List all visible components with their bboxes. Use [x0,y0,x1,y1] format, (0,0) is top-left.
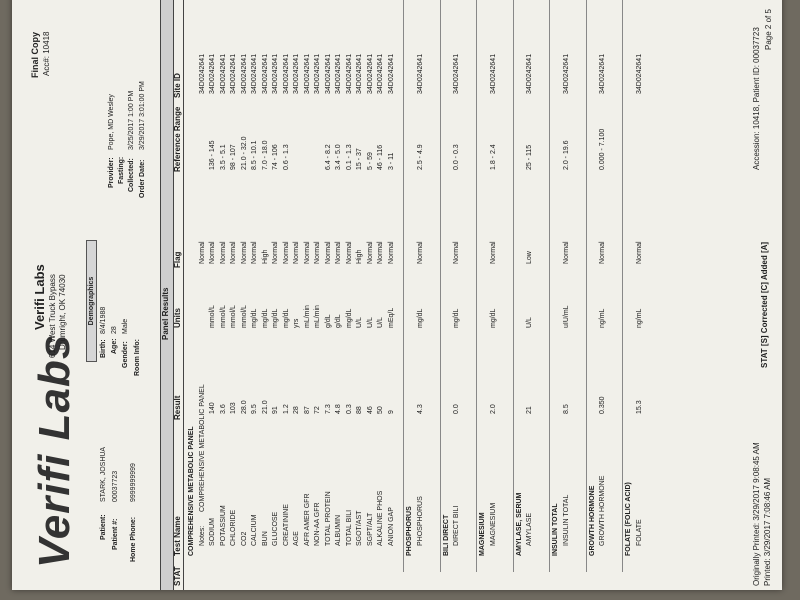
reference-range-cell: 5 - 59 [366,152,374,170]
site-id-cell: 34D0242641 [261,53,269,94]
table-row [388,0,398,590]
test-name-cell: GROWTH HORMONE [599,475,606,546]
test-name-cell: GROWTH HORMONE [588,485,596,556]
section-divider [403,0,404,572]
site-id-cell: 34D0242641 [489,53,497,94]
col-site-id: Site ID [173,73,182,98]
flag-cell: High [261,249,269,264]
reference-range-cell: 8.5 - 10.1 [251,140,258,170]
test-name-cell: AFR AMER GFR [303,493,311,546]
test-name-cell: CO2 [240,531,248,546]
panel-group-row [552,0,562,590]
collected-datetime: 3/25/2017 1:00 PM [128,90,135,150]
demographics-heading: Demographics [86,240,97,362]
site-id-cell: 34D0242641 [282,53,290,94]
patient-number: 00037723 [112,470,119,502]
section-divider [586,0,587,572]
flag-cell: Normal [230,241,237,264]
site-id-cell: 34D0242641 [562,53,570,94]
result-cell: 91 [272,406,279,414]
table-row [209,0,219,590]
table-row [453,0,463,590]
table-row [417,0,427,590]
site-id-cell: 34D0242641 [416,53,424,94]
result-cell: 103 [230,402,237,414]
units-cell: U/L [356,317,363,328]
units-cell: mg/dL [489,308,497,328]
result-cell: 46 [366,406,374,414]
table-row [636,0,646,590]
result-cell: 3.6 [219,404,227,414]
flag-cell: Normal [489,241,497,264]
site-id-cell: 34D0242641 [345,53,353,94]
result-cell: 1.2 [282,404,290,414]
flag-cell: Normal [303,241,311,264]
flag-cell: Low [526,251,533,264]
site-id-cell: 34D0242641 [219,53,227,94]
panel-group-row [188,0,198,590]
site-id-cell: 34D0242641 [387,53,395,94]
result-cell: 0.0 [453,404,460,414]
test-name-cell: ANION GAP [387,507,395,546]
section-divider [476,0,477,572]
result-cell: 88 [356,406,363,414]
test-name-cell: TOTAL PROTEIN [324,491,332,546]
test-name-cell: BUN [261,531,269,546]
site-id-cell: 34D0242641 [303,53,311,94]
reference-range-cell: 0.1 - 1.3 [345,144,353,170]
site-id-cell: 34D0242641 [324,53,332,94]
units-cell: mg/dL [251,308,258,328]
test-name-cell: SGOT/AST [356,510,363,546]
site-id-cell: 34D0242641 [251,53,258,94]
panel-results-title: Panel Results [161,287,170,340]
fasting-label: Fasting: [118,156,125,184]
result-cell: 0.350 [599,396,606,414]
reference-range-cell: 3.5 - 5.1 [219,144,227,170]
flag-cell: Normal [345,241,353,264]
units-cell: ng/mL [599,308,606,328]
reference-range-cell: 6.4 - 8.2 [324,144,332,170]
section-divider [549,0,550,572]
reference-range-cell: 46 - 116 [377,144,384,170]
panel-group-row [589,0,599,590]
provider-label: Provider: [108,157,115,188]
units-cell: U/L [377,317,384,328]
flag-cell: Normal [209,241,216,264]
test-name-cell: MAGNESIUM [479,512,486,556]
table-row [262,0,272,590]
test-name-cell: ALBUMIN [335,514,342,546]
units-cell: yrs [293,318,300,328]
section-divider [513,0,514,572]
result-cell: 87 [303,406,311,414]
test-name-cell: ALKALINE PHOS [377,490,384,546]
flag-cell: Normal [314,241,321,264]
notes-row [199,0,209,590]
column-header-rule [183,0,184,590]
rotated-report-sheet [12,0,782,590]
collected-label: Collected: [128,158,135,192]
table-row [325,0,335,590]
reference-range-cell: 21.0 - 32.0 [240,136,248,170]
reference-range-cell: 2.5 - 4.9 [416,144,424,170]
result-cell: 140 [209,402,216,414]
site-id-cell: 34D0242641 [293,53,300,94]
flag-cell: Normal [416,241,424,264]
units-cell: mg/dL [261,308,269,328]
flag-cell: Normal [635,241,643,264]
table-row [346,0,356,590]
flag-cell: Normal [272,241,279,264]
test-name-cell: BILI DIRECT [442,514,450,556]
units-cell: mg/dL [345,308,353,328]
result-cell: 50 [377,406,384,414]
reference-range-cell: 2.0 - 19.6 [562,140,570,170]
room-info-label: Room Info: [134,339,141,376]
site-id-cell: 34D0242641 [198,53,206,94]
flag-cell: Normal [240,241,248,264]
units-cell: uIU/mL [562,305,570,328]
site-id-cell: 34D0242641 [377,53,384,94]
units-cell: U/L [366,317,374,328]
result-cell: 8.5 [562,404,570,414]
birth-label: Birth: [100,339,107,358]
reference-range-cell: 3.4 - 5.0 [335,144,342,170]
col-result: Result [173,395,182,420]
test-name-cell: SODIUM [209,518,216,546]
units-cell: mL/min [303,305,311,328]
units-cell: mmol/L [219,305,227,328]
table-row [599,0,609,590]
result-cell: 21 [526,406,533,414]
test-name-cell: PHOSPHORUS [416,496,424,546]
units-cell: mg/dL [282,308,290,328]
table-row [230,0,240,590]
units-cell: mmol/L [230,305,237,328]
flag-cell: Normal [282,241,290,264]
test-name-cell: AMYLASE [526,512,533,546]
test-name-cell: AMYLASE, SERUM [515,492,523,556]
site-id-cell: 34D0242641 [599,53,606,94]
table-row [251,0,261,590]
result-cell: 9 [387,410,395,414]
age-label: Age: [111,338,118,354]
table-row [293,0,303,590]
result-cell: 28 [293,406,300,414]
site-id-cell: 34D0242641 [240,53,248,94]
table-row [356,0,366,590]
gender-label: Gender: [122,341,129,368]
result-cell: COMPREHENSIVE METABOLIC PANEL [198,384,206,512]
reference-range-cell: 136 - 145 [209,140,216,170]
result-cell: 28.0 [240,400,248,414]
test-name-cell: FOLATE [635,519,643,546]
panel-group-row [406,0,416,590]
result-cell: 2.0 [489,404,497,414]
test-name-cell: CREATININE [282,504,290,546]
flag-cell: Normal [453,241,460,264]
test-name-cell: FOLATE (FOLIC ACID) [625,482,632,556]
order-date-label: Order Date: [139,159,146,198]
home-phone-label: Home Phone: [130,516,137,562]
site-id-cell: 34D0242641 [272,53,279,94]
test-name-cell: CALCIUM [251,514,258,546]
reference-range-cell: 0.0 - 0.3 [453,144,460,170]
col-stat: STAT [173,566,182,586]
provider-name: Pope, MD Wesley [108,94,115,150]
result-cell: 9.5 [251,404,258,414]
site-id-cell: 34D0242641 [314,53,321,94]
reference-range-cell: 3 - 11 [387,152,395,170]
test-name-cell: AGE [293,531,300,546]
units-cell: mmol/L [209,305,216,328]
reference-range-cell: 15 - 37 [356,148,363,170]
panel-group-row [443,0,453,590]
patient-number-label: Patient #: [112,518,119,550]
home-phone: 9999999999 [130,463,137,502]
reference-range-cell: 25 - 115 [526,144,533,170]
test-name-cell: NON-AA GFR [314,502,321,546]
table-row [314,0,324,590]
site-id-cell: 34D0242641 [335,53,342,94]
flag-cell: Normal [198,241,206,264]
test-name-cell: INSULIN TOTAL [562,494,570,546]
test-name-cell: SGPT/ALT [366,512,374,546]
site-id-cell: 34D0242641 [453,53,460,94]
test-name-cell: POTASSIUM [219,505,227,546]
site-id-cell: 34D0242641 [356,53,363,94]
final-copy-label: Final Copy [30,31,40,78]
table-row [490,0,500,590]
col-reference-range: Reference Range [173,106,182,172]
section-divider [622,0,623,572]
result-cell: 4.3 [416,404,424,414]
page-number: Page 2 of 5 [764,9,773,50]
panel-group-row [516,0,526,590]
table-row [335,0,345,590]
table-row [241,0,251,590]
panel-group-row [625,0,635,590]
patient-label: Patient: [100,514,107,540]
site-id-cell: 34D0242641 [209,53,216,94]
flag-cell: Normal [251,241,258,264]
units-cell: mg/dL [416,308,424,328]
order-datetime: 3/29/2017 3:01:00 PM [139,81,146,150]
section-divider [440,0,441,572]
flag-cell: Normal [599,241,606,264]
result-cell: 4.8 [335,404,342,414]
table-row [526,0,536,590]
units-cell: ng/mL [635,308,643,328]
table-row [377,0,387,590]
units-cell: mmol/L [240,305,248,328]
reference-range-cell: 0.6 - 1.3 [282,144,290,170]
site-id-cell: 34D0242641 [635,53,643,94]
flag-cell: Normal [293,241,300,264]
table-row [272,0,282,590]
result-cell: 7.3 [324,404,332,414]
gender-value: Male [122,318,129,334]
footer-accession: Accession: 10418, Patient ID: 00037723 [752,27,761,170]
table-row [304,0,314,590]
table-row [367,0,377,590]
reference-range-cell: 74 - 106 [272,144,279,170]
site-id-cell: 34D0242641 [526,53,533,94]
test-name-cell: Notes: [198,525,206,546]
units-cell: U/L [526,317,533,328]
birth-date: 8/4/1988 [100,306,107,334]
table-row [563,0,573,590]
units-cell: mEq/L [387,307,395,328]
test-name-cell: MAGNESIUM [489,502,497,546]
table-row [283,0,293,590]
units-cell: g/dL [324,314,332,328]
reference-range-cell: 7.0 - 18.0 [261,140,269,170]
result-cell: 21.0 [261,400,269,414]
result-cell: 0.3 [345,404,353,414]
col-test-name: Test Name [173,516,182,556]
col-flag: Flag [173,251,182,268]
age-value: 28 [111,326,118,334]
test-name-cell: DIRECT BILI [453,505,460,546]
result-cell: 72 [314,406,321,414]
flag-cell: Normal [335,241,342,264]
site-id-cell: 34D0242641 [366,53,374,94]
flag-cell: High [356,249,363,264]
test-name-cell: INSULIN TOTAL [552,503,559,556]
site-id-cell: 34D0242641 [230,53,237,94]
lab-address: 614 West Truck Bypass [48,274,57,358]
result-cell: 15.3 [635,400,643,414]
panel-group-row [479,0,489,590]
printed-date: Printed: 3/29/2017 7:08:46 AM [763,477,772,586]
flag-cell: Normal [366,241,374,264]
accession-number: Acc#: 10418 [42,31,51,76]
reference-range-cell: 1.8 - 2.4 [489,144,497,170]
units-cell: mL/min [314,305,321,328]
verifi-labs-logo: Verifi Labs [30,333,79,568]
originally-printed: Originally Printed: 3/29/2017 9:08:45 AM [752,442,761,586]
table-row [220,0,230,590]
test-name-cell: GLUCOSE [272,511,279,546]
test-name-cell: TOTAL BILI [345,509,353,546]
col-units: Units [173,308,182,328]
units-cell: mg/dL [272,308,279,328]
patient-name: STARK, JOSHUA [100,446,107,502]
units-cell: mg/dL [453,308,460,328]
reference-range-cell: 98 - 107 [230,144,237,170]
flag-cell: Normal [219,241,227,264]
test-name-cell: CHLORIDE [230,509,237,546]
report-page [12,0,782,590]
test-name-cell: PHOSPHORUS [406,506,413,556]
reference-range-cell: 0.000 - 7.100 [599,128,606,170]
stat-legend: STAT [S] Corrected [C] Added [A] [760,241,769,368]
flag-cell: Normal [324,241,332,264]
test-name-cell: COMPREHENSIVE METABOLIC PANEL [188,426,195,556]
lab-city: Drumright, OK 74030 [58,274,67,350]
lab-name: Verifi Labs [32,264,47,330]
flag-cell: Normal [377,241,384,264]
flag-cell: Normal [387,241,395,264]
flag-cell: Normal [562,241,570,264]
units-cell: g/dL [335,314,342,328]
